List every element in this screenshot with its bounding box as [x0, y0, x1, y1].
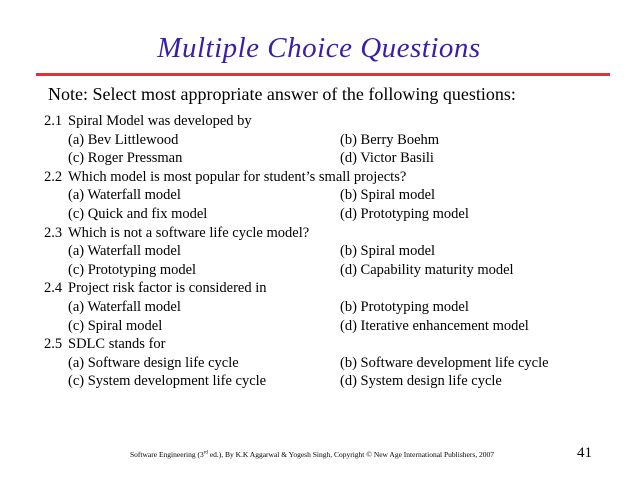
option-d: (d) Iterative enhancement model — [340, 317, 529, 334]
title-divider — [36, 73, 610, 76]
option-a: (a) Software design life cycle — [68, 354, 239, 371]
question-text: SDLC stands for — [68, 336, 166, 353]
copyright-footer — [130, 450, 494, 460]
instruction-note: Note: Select most appropriate answer of the following questions: — [48, 84, 516, 104]
footer-superscript: rd — [203, 450, 208, 456]
option-b: (b) Spiral model — [340, 243, 436, 260]
question-text: Spiral Model was developed by — [68, 113, 252, 129]
option-b: (b) Berry Boehm — [340, 131, 440, 148]
question-number: 2.2 — [44, 168, 63, 185]
question-item — [44, 279, 604, 335]
page-number: 41 — [577, 445, 592, 461]
question-number: 2.3 — [44, 224, 63, 241]
option-row — [44, 298, 604, 317]
question-item — [44, 112, 604, 168]
option-c: (c) Roger Pressman — [68, 150, 183, 167]
question-item — [44, 168, 604, 224]
question-line — [44, 168, 604, 187]
question-number: 2.5 — [44, 336, 63, 353]
option-b: (b) Prototyping model — [340, 298, 469, 315]
option-row — [44, 149, 604, 168]
option-d: (d) Capability maturity model — [340, 261, 514, 278]
question-text: Which model is most popular for student’s small projects? — [68, 168, 407, 185]
slide-title: Multiple Choice Questions — [157, 32, 481, 64]
option-b: (b) Spiral model — [340, 187, 436, 204]
question-number: 2.4 — [44, 280, 63, 297]
option-d: (d) Prototyping model — [340, 205, 469, 222]
question-item — [44, 224, 604, 280]
option-row — [44, 354, 604, 373]
question-list — [44, 112, 604, 391]
question-text: Which is not a software life cycle model? — [68, 224, 310, 241]
option-row — [44, 261, 604, 280]
option-a: (a) Waterfall model — [68, 243, 181, 260]
footer-text-end: ed.), By K.K Aggarwal & Yogesh Singh, Copyright © New Age International Publishers, 2007 — [207, 450, 495, 459]
question-line — [44, 335, 604, 354]
question-line — [44, 279, 604, 298]
option-c: (c) Prototyping model — [68, 261, 197, 278]
option-c: (c) Spiral model — [68, 317, 163, 334]
question-text: Project risk factor is considered in — [68, 280, 267, 297]
option-row — [44, 242, 604, 261]
question-line — [44, 224, 604, 243]
question-line — [44, 112, 604, 131]
question-item — [44, 335, 604, 391]
option-row — [44, 131, 604, 150]
option-b: (b) Software development life cycle — [340, 354, 549, 371]
option-row — [44, 205, 604, 224]
question-number: 2.1 — [44, 113, 63, 129]
option-d: (d) System design life cycle — [340, 373, 502, 390]
option-d: (d) Victor Basili — [340, 150, 434, 167]
option-c: (c) System development life cycle — [68, 373, 267, 390]
option-row — [44, 317, 604, 336]
option-row — [44, 186, 604, 205]
option-c: (c) Quick and fix model — [68, 205, 208, 222]
footer-text-start: Software Engineering (3 — [130, 450, 204, 459]
option-row — [44, 372, 604, 391]
option-a: (a) Waterfall model — [68, 298, 181, 315]
option-a: (a) Bev Littlewood — [68, 131, 179, 148]
option-a: (a) Waterfall model — [68, 187, 181, 204]
